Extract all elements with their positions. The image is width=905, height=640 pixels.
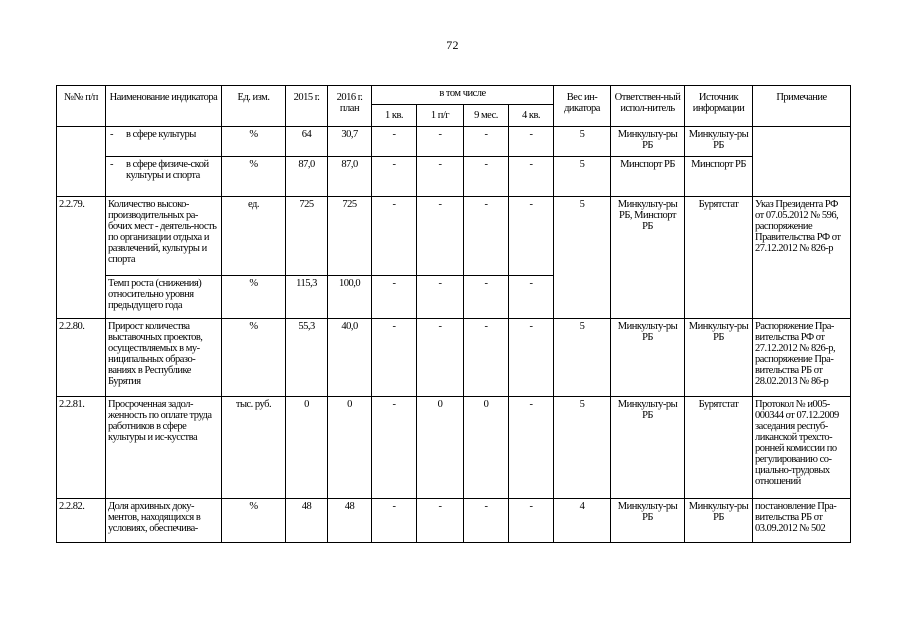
row-9m: 0 — [464, 397, 509, 499]
header-9m: 9 мес. — [464, 105, 509, 127]
row-name: Темп роста (снижения) относительно уровня предыдущего года — [106, 276, 222, 319]
row-q1: - — [372, 499, 417, 543]
row-2016: 40,0 — [328, 319, 372, 397]
indicator-table — [56, 85, 851, 543]
row-weight: 5 — [554, 157, 611, 197]
row-2015: 115,3 — [286, 276, 328, 319]
row-responsible: Минспорт РБ — [611, 157, 685, 197]
header-including: в том числе — [372, 86, 554, 105]
row-unit: тыс. руб. — [222, 397, 286, 499]
header-num: №№ п/п — [57, 86, 106, 127]
table-row — [57, 127, 851, 157]
row-2016: 0 — [328, 397, 372, 499]
row-responsible: Минкульту-ры РБ — [611, 499, 685, 543]
row-9m: - — [464, 197, 509, 276]
row-dash: - — [110, 129, 113, 140]
row-num — [57, 127, 106, 197]
table-header-row — [57, 86, 851, 105]
row-2015: 64 — [286, 127, 328, 157]
header-q1: 1 кв. — [372, 105, 417, 127]
header-responsible: Ответствен-ный испол-нитель — [611, 86, 685, 127]
row-9m: - — [464, 127, 509, 157]
row-note: Указ Президента РФ от 07.05.2012 № 596, распоряжение Правительства РФ от 27.12.2012 № 826-р — [753, 197, 851, 319]
header-note: Примечание — [753, 86, 851, 127]
row-source: Бурятстат — [685, 197, 753, 319]
row-weight: 5 — [554, 397, 611, 499]
header-q4: 4 кв. — [509, 105, 554, 127]
header-source: Источник информации — [685, 86, 753, 127]
row-q4: - — [509, 197, 554, 276]
table-row — [57, 197, 851, 276]
row-name: Просроченная задол-женность по оплате труда работников в сфере культуры и ис-кусства — [106, 397, 222, 499]
header-weight: Вес ин-дикатора — [554, 86, 611, 127]
row-note: постановление Пра-вительства РБ от 03.09.2012 № 502 — [753, 499, 851, 543]
row-name-text: в сфере культуры — [126, 129, 196, 140]
row-source: Минкульту-ры РБ — [685, 319, 753, 397]
row-responsible: Минкульту-ры РБ — [611, 397, 685, 499]
header-h1: 1 п/г — [417, 105, 464, 127]
row-2015: 87,0 — [286, 157, 328, 197]
row-h1: - — [417, 127, 464, 157]
row-name: Доля архивных доку-ментов, находящихся в условиях, обеспечива- — [106, 499, 222, 543]
row-num: 2.2.79. — [57, 197, 106, 319]
row-weight: 4 — [554, 499, 611, 543]
row-note: Протокол № и005-000344 от 07.12.2009 заседания респуб-ликанской трехсто-ронней комиссии по регулированию со-циально-трудовых отношений — [753, 397, 851, 499]
row-num: 2.2.81. — [57, 397, 106, 499]
row-unit: % — [222, 157, 286, 197]
row-2016: 87,0 — [328, 157, 372, 197]
row-name — [106, 157, 222, 197]
row-num: 2.2.80. — [57, 319, 106, 397]
row-9m: - — [464, 276, 509, 319]
row-dash: - — [110, 159, 113, 170]
row-responsible: Минкульту-ры РБ, Минспорт РБ — [611, 197, 685, 319]
row-2016: 725 — [328, 197, 372, 276]
row-name — [106, 127, 222, 157]
row-unit: % — [222, 319, 286, 397]
row-note: Распоряжение Пра-вительства РФ от 27.12.2012 № 826-р, распоряжение Пра-вительства РБ от 28.02.2013 № 86-р — [753, 319, 851, 397]
page-number: 72 — [446, 38, 459, 52]
header-name: Наименование индикатора — [106, 86, 222, 127]
row-q4: - — [509, 397, 554, 499]
row-2015: 0 — [286, 397, 328, 499]
row-responsible: Минкульту-ры РБ — [611, 319, 685, 397]
header-unit: Ед. изм. — [222, 86, 286, 127]
row-unit: % — [222, 127, 286, 157]
row-9m: - — [464, 499, 509, 543]
row-q1: - — [372, 127, 417, 157]
row-q4: - — [509, 319, 554, 397]
row-h1: - — [417, 319, 464, 397]
row-name: Количество высоко-производительных ра-бочих мест - деятель-ность по организации отдыха и развлечений, культуры и спорта — [106, 197, 222, 276]
row-unit: % — [222, 499, 286, 543]
row-9m: - — [464, 319, 509, 397]
row-2016: 100,0 — [328, 276, 372, 319]
row-num: 2.2.82. — [57, 499, 106, 543]
row-q4: - — [509, 127, 554, 157]
row-source: Бурятстат — [685, 397, 753, 499]
table-row — [57, 319, 851, 397]
row-2016: 30,7 — [328, 127, 372, 157]
row-h1: - — [417, 197, 464, 276]
header-2016-plan: 2016 г. план — [328, 86, 372, 127]
row-q4: - — [509, 276, 554, 319]
row-q4: - — [509, 157, 554, 197]
row-h1: - — [417, 276, 464, 319]
row-2015: 55,3 — [286, 319, 328, 397]
row-source: Минспорт РБ — [685, 157, 753, 197]
row-2015: 48 — [286, 499, 328, 543]
row-h1: - — [417, 157, 464, 197]
row-responsible: Минкульту-ры РБ — [611, 127, 685, 157]
row-q1: - — [372, 397, 417, 499]
table-row — [57, 157, 851, 197]
row-source: Минкульту-ры РБ — [685, 127, 753, 157]
table-row — [57, 499, 851, 543]
row-9m: - — [464, 157, 509, 197]
table-row — [57, 397, 851, 499]
row-q1: - — [372, 197, 417, 276]
row-unit: % — [222, 276, 286, 319]
row-source: Минкульту-ры РБ — [685, 499, 753, 543]
row-name: Прирост количества выставочных проектов, осуществляемых в му-ниципальных образо-ваниях в Республике Бурятия — [106, 319, 222, 397]
row-h1: - — [417, 499, 464, 543]
row-q1: - — [372, 276, 417, 319]
header-2015: 2015 г. — [286, 86, 328, 127]
row-2015: 725 — [286, 197, 328, 276]
row-q4: - — [509, 499, 554, 543]
row-2016: 48 — [328, 499, 372, 543]
row-weight: 5 — [554, 319, 611, 397]
row-weight: 5 — [554, 127, 611, 157]
row-h1: 0 — [417, 397, 464, 499]
row-unit: ед. — [222, 197, 286, 276]
row-note — [753, 127, 851, 197]
row-q1: - — [372, 319, 417, 397]
row-weight: 5 — [554, 197, 611, 319]
row-name-text: в сфере физиче-ской культуры и спорта — [126, 159, 209, 181]
row-q1: - — [372, 157, 417, 197]
